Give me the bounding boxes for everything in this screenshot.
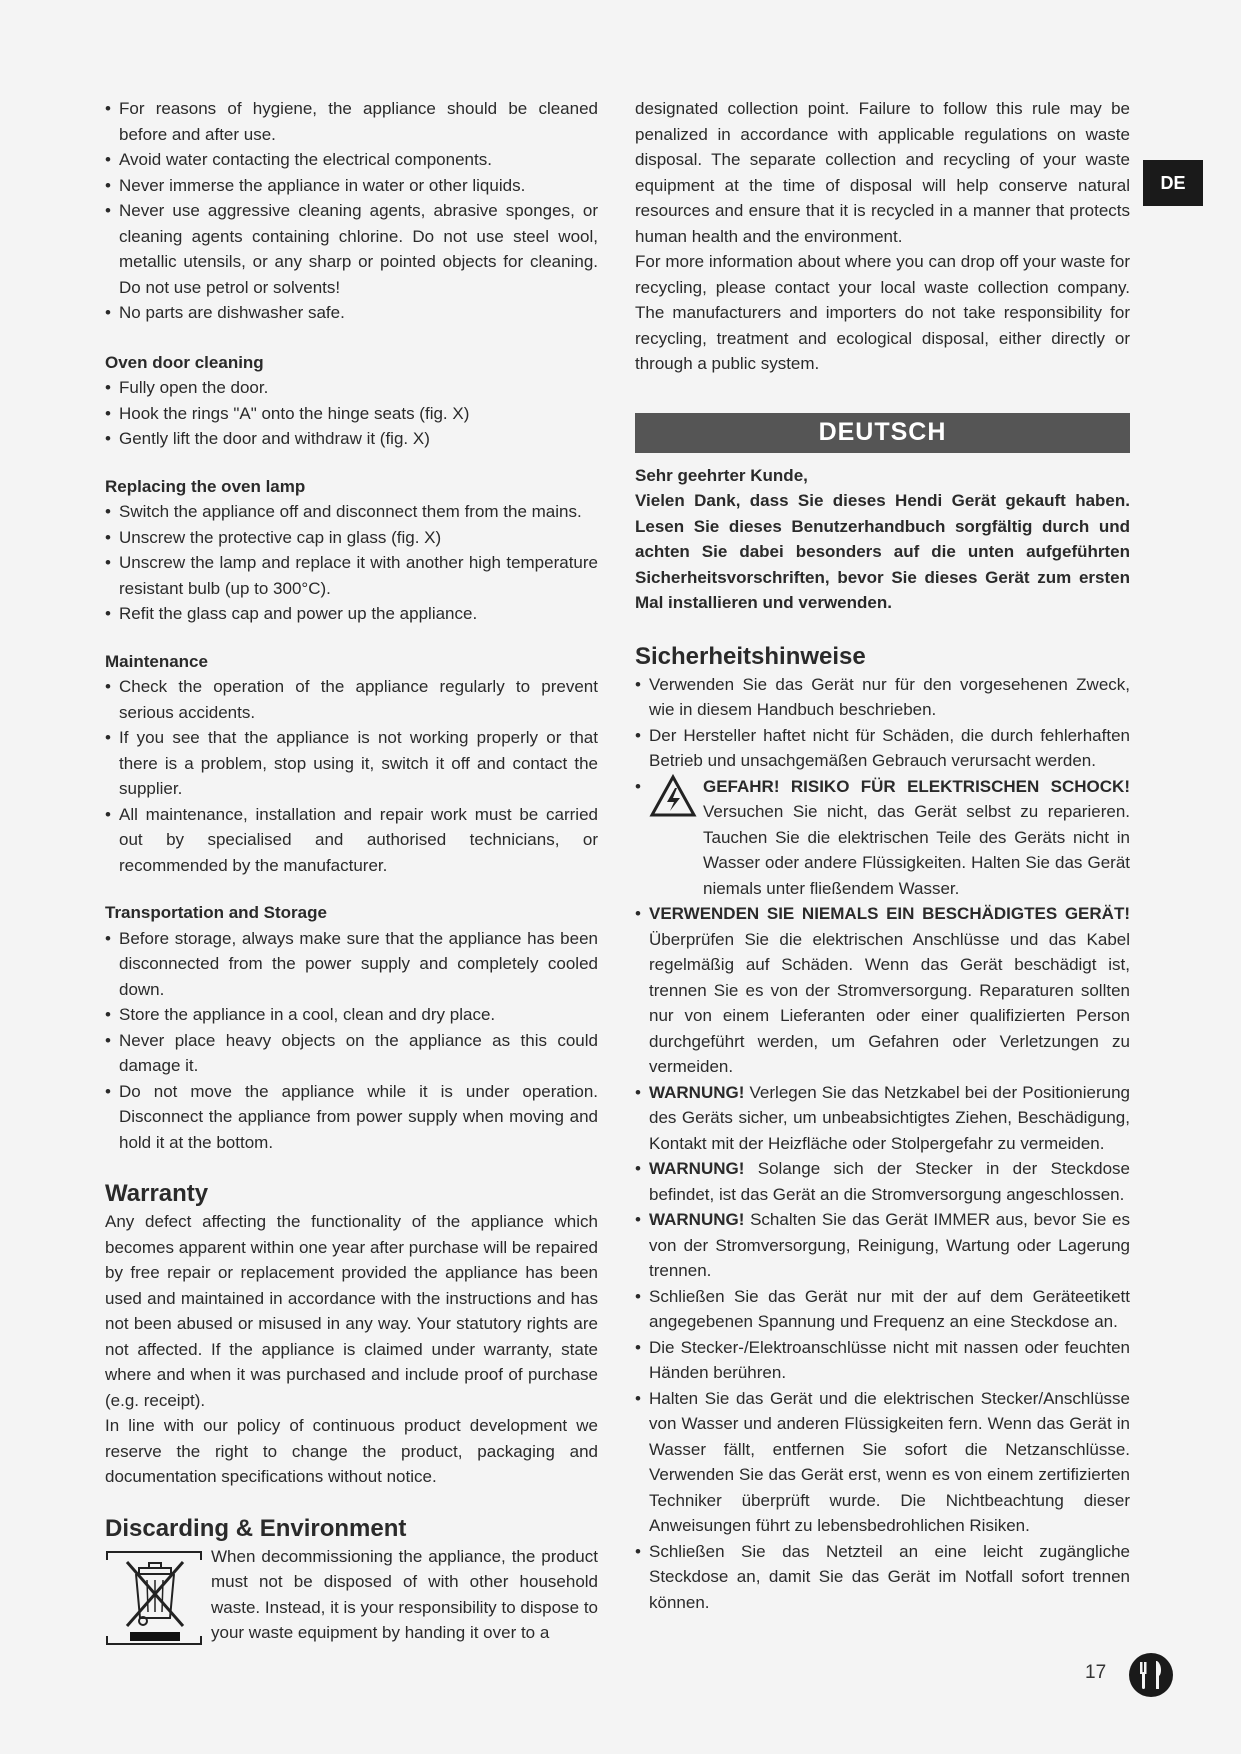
list-item: • Hook the rings "A" onto the hinge seats (fig. X) <box>105 401 598 427</box>
list-item: • Never place heavy objects on the appliance as this could damage it. <box>105 1028 598 1079</box>
warranty-policy-paragraph: In line with our policy of continuous product development we reserve the right to change the product, packaging and documentation specifications without notice. <box>105 1416 598 1486</box>
danger-text: Versuchen Sie nicht, das Gerät selbst zu reparieren. Tauchen Sie die elektrischen Teile des Geräts nicht in Wasser oder andere Flüssigkeiten. Halten Sie das Gerät niemals unter fließendem Wasser. <box>703 802 1130 898</box>
list-item: • Die Stecker-/Elektroanschlüsse nicht mit nassen oder feuchten Händen berühren. <box>635 1335 1130 1386</box>
list-item: • For reasons of hygiene, the appliance should be cleaned before and after use. <box>105 96 598 147</box>
recycling-info: For more information about where you can drop off your waste for recycling, please contact your local waste collection company. The manufacturers and importers do not take responsibility for recycling, treatment and ecological disposal, either directly or through a public system. <box>635 252 1130 373</box>
list-item: • Halten Sie das Gerät und die elektrischen Stecker/Anschlüsse von Wasser und anderen Flüssigkeiten fern. Wenn das Gerät in Wasser fällt, entfernen Sie sofort die Netzanschlüsse. Verwenden Sie das Gerät erst, wenn es von einem zertifizierten Techniker überprüft wurde. Die Nichtbeachtung dieser Anweisungen führt zu lebensbedrohlichen Risiken. <box>635 1386 1130 1539</box>
list-item: • Never use aggressive cleaning agents, abrasive sponges, or cleaning agents containing chlorine. Do not use steel wool, metallic utensils, or any sharp or pointed objects for cleaning. Do not use petrol or solvents! <box>105 198 598 300</box>
safety-heading: Sicherheitshinweise <box>635 642 866 670</box>
oven-door-heading: Oven door cleaning <box>105 352 264 372</box>
list-item: • Avoid water contacting the electrical components. <box>105 147 598 173</box>
list-item: • Schließen Sie das Gerät nur mit der auf dem Geräteetikett angegebenen Spannung und Frequenz an eine Steckdose an. <box>635 1284 1130 1335</box>
page-number: 17 <box>1085 1662 1107 1683</box>
german-intro: Vielen Dank, dass Sie dieses Hendi Gerät gekauft haben. Lesen Sie dieses Benutzerhandbuch sorgfältig durch und achten Sie dabei besonders auf die unten aufgeführten Sicherheitsvorschriften, bevor Sie dieses Gerät zum ersten Mal installieren und verwenden. <box>635 491 1130 612</box>
list-item: • Store the appliance in a cool, clean and dry place. <box>105 1002 598 1028</box>
transport-list <box>105 926 598 1156</box>
right-column <box>635 96 1130 1615</box>
warning-label: WARNUNG! <box>649 1210 745 1229</box>
oven-lamp-list <box>105 499 598 627</box>
list-item: • Gently lift the door and withdraw it (fig. X) <box>105 426 598 452</box>
warranty-heading: Warranty <box>105 1180 209 1207</box>
list-item: • All maintenance, installation and repair work must be carried out by specialised and authorised technicians, or recommended by the manufacturer. <box>105 802 598 879</box>
list-item: • Switch the appliance off and disconnect them from the mains. <box>105 499 598 525</box>
language-tab-de: DE <box>1143 160 1203 206</box>
discarding-paragraph: When decommissioning the appliance, the product must not be disposed of with other household waste. Instead, it is your responsibility to dispose to your waste equipment by handing it over to a <box>211 1546 598 1642</box>
list-item <box>635 1080 1130 1157</box>
left-column <box>105 96 598 1650</box>
maintenance-heading: Maintenance <box>105 651 208 671</box>
warning-label: WARNUNG! <box>649 1082 745 1102</box>
deutsch-section-bar: DEUTSCH <box>635 413 1130 453</box>
warning-text: Verlegen Sie das Netzkabel bei der Positionierung des Geräts sicher, um unbeabsichtigtes Ziehen, Beschädigung, Kontakt mit der Heizfläche oder Stolpergefahr zu vermeiden. <box>649 1082 1130 1153</box>
list-item: • Refit the glass cap and power up the appliance. <box>105 601 598 627</box>
discarding-continued: designated collection point. Failure to follow this rule may be penalized in accordance with applicable regulations on waste disposal. The separate collection and recycling of your waste equipment at the time of disposal will help conserve natural resources and ensure that it is recycled in a manner that protects human health and the environment. <box>635 99 1130 246</box>
list-item: • Fully open the door. <box>105 375 598 401</box>
safety-list <box>635 672 1130 1616</box>
list-item: • Before storage, always make sure that the appliance has been disconnected from the power supply and completely cooled down. <box>105 926 598 1003</box>
list-item <box>635 901 1130 1080</box>
warning-text: Überprüfen Sie die elektrischen Anschlüsse und das Kabel regelmäßig auf Schäden. Wenn das Gerät beschädigt ist, trennen Sie es von der Stromversorgung. Reparaturen sollten nur von einem Lieferanten oder einer qualifizierten Person durchgeführt werden, um Gefahren oder Verletzungen zu vermeiden. <box>649 929 1130 1076</box>
warning-label: WARNUNG! <box>649 1159 745 1178</box>
list-item: • Unscrew the lamp and replace it with another high temperature resistant bulb (up to 300°C). <box>105 550 598 601</box>
german-greeting: Sehr geehrter Kunde, <box>635 465 808 485</box>
weee-bin-icon <box>105 1546 203 1650</box>
list-item: • If you see that the appliance is not working properly or that there is a problem, stop using it, switch it off and contact the supplier. <box>105 725 598 802</box>
cutlery-logo-icon <box>1128 1652 1174 1698</box>
list-item: • No parts are dishwasher safe. <box>105 300 598 326</box>
warning-text: Schalten Sie das Gerät IMMER aus, bevor Sie es von der Stromversorgung, Reinigung, Wartung oder Lagerung trennen. <box>649 1210 1130 1280</box>
oven-lamp-heading: Replacing the oven lamp <box>105 476 306 496</box>
list-item: • Verwenden Sie das Gerät nur für den vorgesehenen Zweck, wie in diesem Handbuch beschrieben. <box>635 672 1130 723</box>
list-item: • Unscrew the protective cap in glass (fig. X) <box>105 525 598 551</box>
maintenance-list <box>105 674 598 878</box>
transport-heading: Transportation and Storage <box>105 903 327 922</box>
list-item: • Do not move the appliance while it is under operation. Disconnect the appliance from power supply when moving and hold it at the bottom. <box>105 1079 598 1156</box>
list-item: • Never immerse the appliance in water or other liquids. <box>105 173 598 199</box>
cleaning-list <box>105 96 598 326</box>
warranty-paragraph: Any defect affecting the functionality of the appliance which becomes apparent within one year after purchase will be repaired by free repair or replacement provided the appliance has been used and maintained in accordance with the instructions and has not been abused or misused in any way. Your statutory rights are not affected. If the appliance is claimed under warranty, state where and when it was purchased and include proof of purchase (e.g. receipt). <box>105 1212 598 1410</box>
discarding-heading: Discarding & Environment <box>105 1514 407 1542</box>
electric-hazard-icon <box>649 774 697 818</box>
warning-text: Solange sich der Stecker in der Steckdose befindet, ist das Gerät an die Stromversorgung angeschlossen. <box>649 1159 1130 1204</box>
list-item: • Check the operation of the appliance regularly to prevent serious accidents. <box>105 674 598 725</box>
oven-door-list <box>105 375 598 452</box>
list-item <box>635 1207 1130 1284</box>
list-item-danger <box>635 774 1130 902</box>
list-item: • Schließen Sie das Netzteil an eine leicht zugängliche Steckdose an, damit Sie das Gerät im Notfall sofort trennen können. <box>635 1539 1130 1616</box>
list-item <box>635 1156 1130 1207</box>
discarding-block <box>105 1544 598 1650</box>
danger-label: GEFAHR! RISIKO FÜR ELEKTRISCHEN SCHOCK! <box>703 776 1130 796</box>
list-item: • Der Hersteller haftet nicht für Schäden, die durch fehlerhaften Betrieb und unsachgemäßen Gebrauch verursacht werden. <box>635 723 1130 774</box>
warning-label: VERWENDEN SIE NIEMALS EIN BESCHÄDIGTES GERÄT! <box>649 904 1130 923</box>
